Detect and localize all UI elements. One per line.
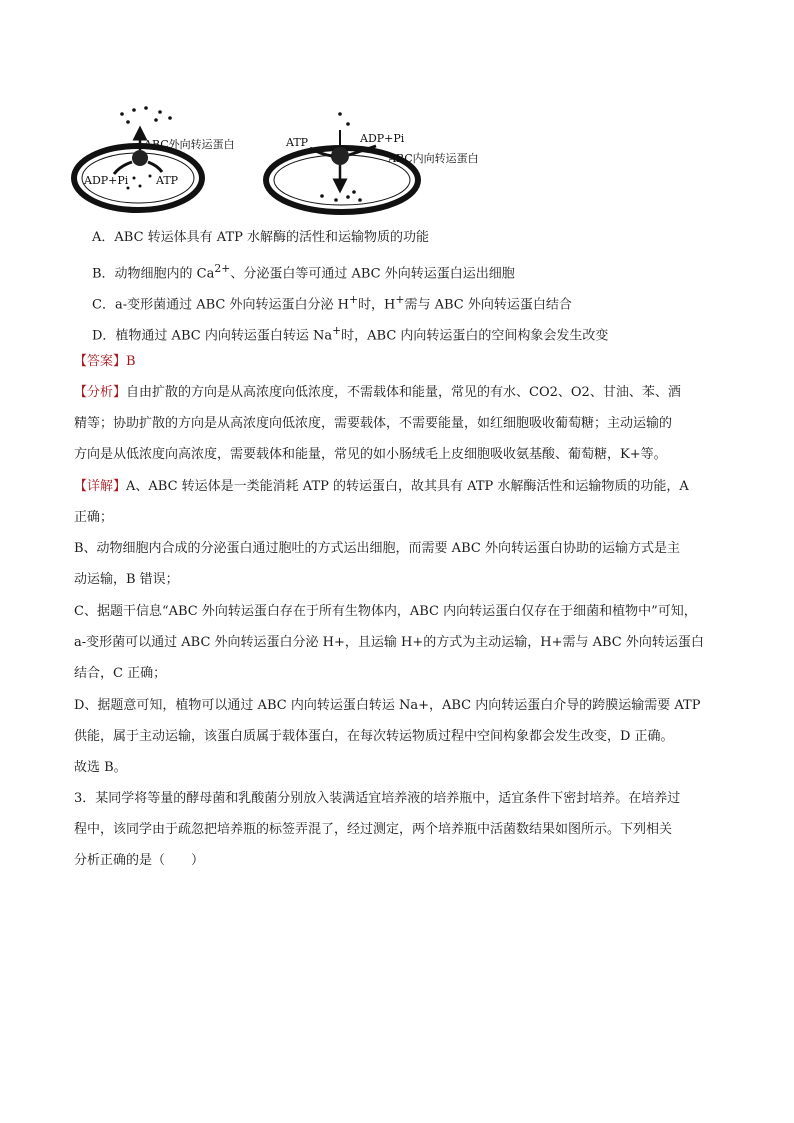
question3-line-2: [74, 820, 672, 840]
option-b-text-post: 、分泌蛋白等可通过 ABC 外向转运蛋白运出细胞: [230, 266, 515, 282]
question3-text-2: 程中，该同学由于疏忽把培养瓶的标签弄混了，经过测定，两个培养瓶中活菌数结果如图所示。下列相关: [74, 822, 673, 837]
analysis-text-3: 方向是从低浓度向高浓度，需要载体和能量，常见的如小肠绒毛上皮细胞吸收氨基酸、葡萄糖，K+等。: [74, 447, 667, 462]
detail-text-c3: 结合，C 正确；: [74, 666, 167, 681]
option-d-superscript: +: [332, 324, 342, 337]
option-a: [92, 228, 429, 248]
question3-text-1: 3．某同学将等量的酵母菌和乳酸菌分别放入装满适宜培养液的培养瓶中，适宜条件下密封培养。在培养过: [74, 791, 681, 806]
option-c-superscript-1: +: [348, 293, 359, 306]
left-cell-diagram: [74, 106, 235, 210]
detail-line-d2: [74, 727, 674, 747]
detail-text-d1: D、据题意可知，植物可以通过 ABC 内向转运蛋白转运 Na+，ABC 内向转运蛋白介导的跨膜运输需要 ATP: [74, 698, 701, 713]
answer-value: B: [126, 354, 136, 369]
detail-text-b1: B、动物细胞内合成的分泌蛋白通过胞吐的方式运出细胞，而需要 ABC 外向转运蛋白协助的运输方式是主: [74, 541, 680, 556]
option-d-text-pre: D．植物通过 ABC 内向转运蛋白转运 Na: [92, 328, 333, 344]
detail-text-a1: A、ABC 转运体是一类能消耗 ATP 的转运蛋白，故其具有 ATP 水解酶活性和运输物质的功能，A: [126, 479, 689, 494]
analysis-text-2: 精等；协助扩散的方向是从高浓度向低浓度，需要载体，不需要能量，如红细胞吸收葡萄糖；主动运输的: [74, 416, 673, 431]
option-b: [92, 259, 515, 284]
option-a-text: A．ABC 转运体具有 ATP 水解酶的活性和运输物质的功能: [92, 230, 430, 245]
right-label-adp-pi: ADP+Pi: [360, 132, 405, 145]
detail-line-a2: [74, 508, 113, 528]
option-c-text-pre: C．a-变形菌通过 ABC 外向转运蛋白分泌 H: [92, 297, 349, 313]
answer-line: [74, 352, 136, 372]
right-transporter-protein: [331, 147, 349, 165]
analysis-text-1: 自由扩散的方向是从高浓度向低浓度，不需载体和能量，常见的有水、CO2、O2、甘油、苯、酒: [126, 385, 681, 400]
right-cell-diagram: [266, 112, 479, 212]
left-label-atp: ATP: [156, 174, 179, 187]
option-b-superscript: 2+: [214, 262, 231, 275]
left-inside-particles: [127, 175, 152, 190]
left-adp-arrow: [114, 162, 132, 174]
question3-text-3: 分析正确的是（ ）: [74, 853, 205, 868]
detail-text-c2: a-变形菌可以通过 ABC 外向转运蛋白分泌 H+，且运输 H+的方式为主动运输，H+需与 ABC 外向转运蛋白: [74, 635, 704, 650]
right-outside-particles: [338, 112, 350, 126]
option-c: [92, 290, 572, 315]
detail-text-b2: 动运输，B 错误；: [74, 572, 179, 587]
question3-line-3: [74, 851, 204, 871]
answer-tag: 【答案】: [74, 354, 127, 369]
option-c-text-mid: 时，H: [358, 297, 396, 313]
detail-line-a1: [74, 477, 689, 497]
detail-line-b1: [74, 539, 680, 559]
detail-line-c3: [74, 664, 166, 684]
detail-text-c1: C、据题干信息“ABC 外向转运蛋白存在于所有生物体内，ABC 内向转运蛋白仅存在于细菌和植物中”可知，: [74, 604, 697, 619]
question3-line-1: [74, 789, 680, 809]
detail-text-a2: 正确；: [74, 510, 114, 525]
left-label-outward-protein: ABC外向转运蛋白: [144, 138, 235, 151]
right-label-inward-protein: ABC内向转运蛋白: [388, 152, 479, 165]
option-d-text-post: 时，ABC 内向转运蛋白的空间构象会发生改变: [341, 328, 609, 344]
analysis-line-1: [74, 383, 681, 403]
left-atp-arrow: [148, 162, 162, 172]
detail-line-c1: [74, 602, 697, 622]
abc-transporter-diagram: [70, 100, 510, 222]
left-outside-particles: [120, 106, 172, 124]
left-transporter-protein: [132, 150, 148, 166]
detail-line-c2: [74, 633, 704, 653]
detail-line-d1: [74, 696, 700, 716]
detail-line-b2: [74, 570, 179, 590]
right-inside-particles: [320, 190, 362, 202]
detail-text-d2: 供能，属于主动运输，该蛋白质属于载体蛋白，在每次转运物质过程中空间构象都会发生改变，D 正确。: [74, 729, 674, 744]
analysis-line-3: [74, 445, 667, 465]
option-c-superscript-2: +: [395, 293, 405, 306]
detail-tag: 【详解】: [74, 479, 127, 494]
option-b-text-pre: B．动物细胞内的 Ca: [92, 266, 215, 282]
option-c-text-post: 需与 ABC 外向转运蛋白结合: [404, 297, 572, 313]
left-label-adp-pi: ADP+Pi: [84, 174, 129, 187]
detail-line-choose: [74, 758, 127, 778]
option-d: [92, 321, 608, 346]
analysis-tag: 【分析】: [74, 385, 127, 400]
analysis-line-2: [74, 414, 672, 434]
abc-transporter-figure: [70, 100, 510, 222]
right-label-atp: ATP: [286, 136, 309, 149]
detail-text-choose: 故选 B。: [74, 760, 127, 775]
